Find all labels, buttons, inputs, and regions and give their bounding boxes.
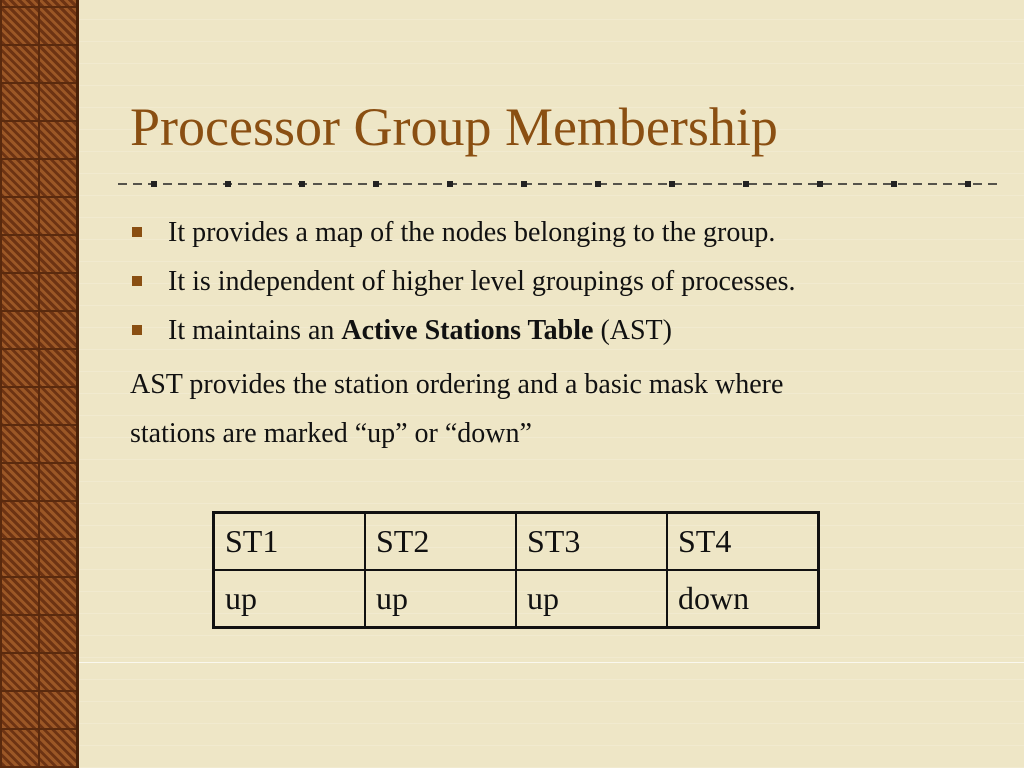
bullet-marker-icon: [132, 325, 142, 335]
divider-dot-icon: [521, 181, 527, 187]
divider-dot-icon: [817, 181, 823, 187]
bullet-text-suffix: (AST): [593, 315, 672, 346]
table-cell-station: ST2: [365, 513, 516, 571]
bullet-item-ast: [130, 311, 990, 360]
bullet-marker-icon: [132, 276, 142, 286]
divider-dot-icon: [595, 181, 601, 187]
divider-dot-icon: [965, 181, 971, 187]
bullet-text-bold: Active Stations Table: [341, 315, 594, 346]
table-cell-station: ST3: [516, 513, 667, 571]
divider-dot-icon: [151, 181, 157, 187]
table-row-stations: [214, 513, 819, 571]
title-divider: [118, 176, 998, 192]
slide-body: [130, 213, 990, 458]
table-cell-station: ST1: [214, 513, 366, 571]
table-cell-state: up: [516, 570, 667, 628]
footer-divider: [79, 662, 1024, 663]
slide-title: Processor Group Membership: [130, 97, 778, 157]
bullet-marker-icon: [132, 227, 142, 237]
paragraph-line: AST provides the station ordering and a basic mask where: [130, 369, 784, 400]
bullet-text-prefix: It maintains an: [168, 315, 342, 346]
divider-dot-icon: [743, 181, 749, 187]
table-cell-state: down: [667, 570, 819, 628]
decorative-side-strip: [0, 0, 76, 768]
divider-dot-icon: [891, 181, 897, 187]
bullet-item: [130, 213, 990, 262]
divider-dot-icon: [299, 181, 305, 187]
bullet-text: It provides a map of the nodes belonging to the group.: [168, 217, 776, 248]
table-cell-state: up: [365, 570, 516, 628]
table-row-states: [214, 570, 819, 628]
divider-dot-icon: [447, 181, 453, 187]
bullet-text: It is independent of higher level groupings of processes.: [168, 266, 796, 297]
table-cell-state: up: [214, 570, 366, 628]
divider-dot-icon: [373, 181, 379, 187]
side-strip-edge: [76, 0, 79, 768]
active-stations-table: [212, 511, 820, 629]
divider-dot-icon: [669, 181, 675, 187]
bullet-item: [130, 262, 990, 311]
table-cell-station: ST4: [667, 513, 819, 571]
divider-dot-icon: [225, 181, 231, 187]
paragraph-line: stations are marked “up” or “down”: [130, 418, 532, 449]
